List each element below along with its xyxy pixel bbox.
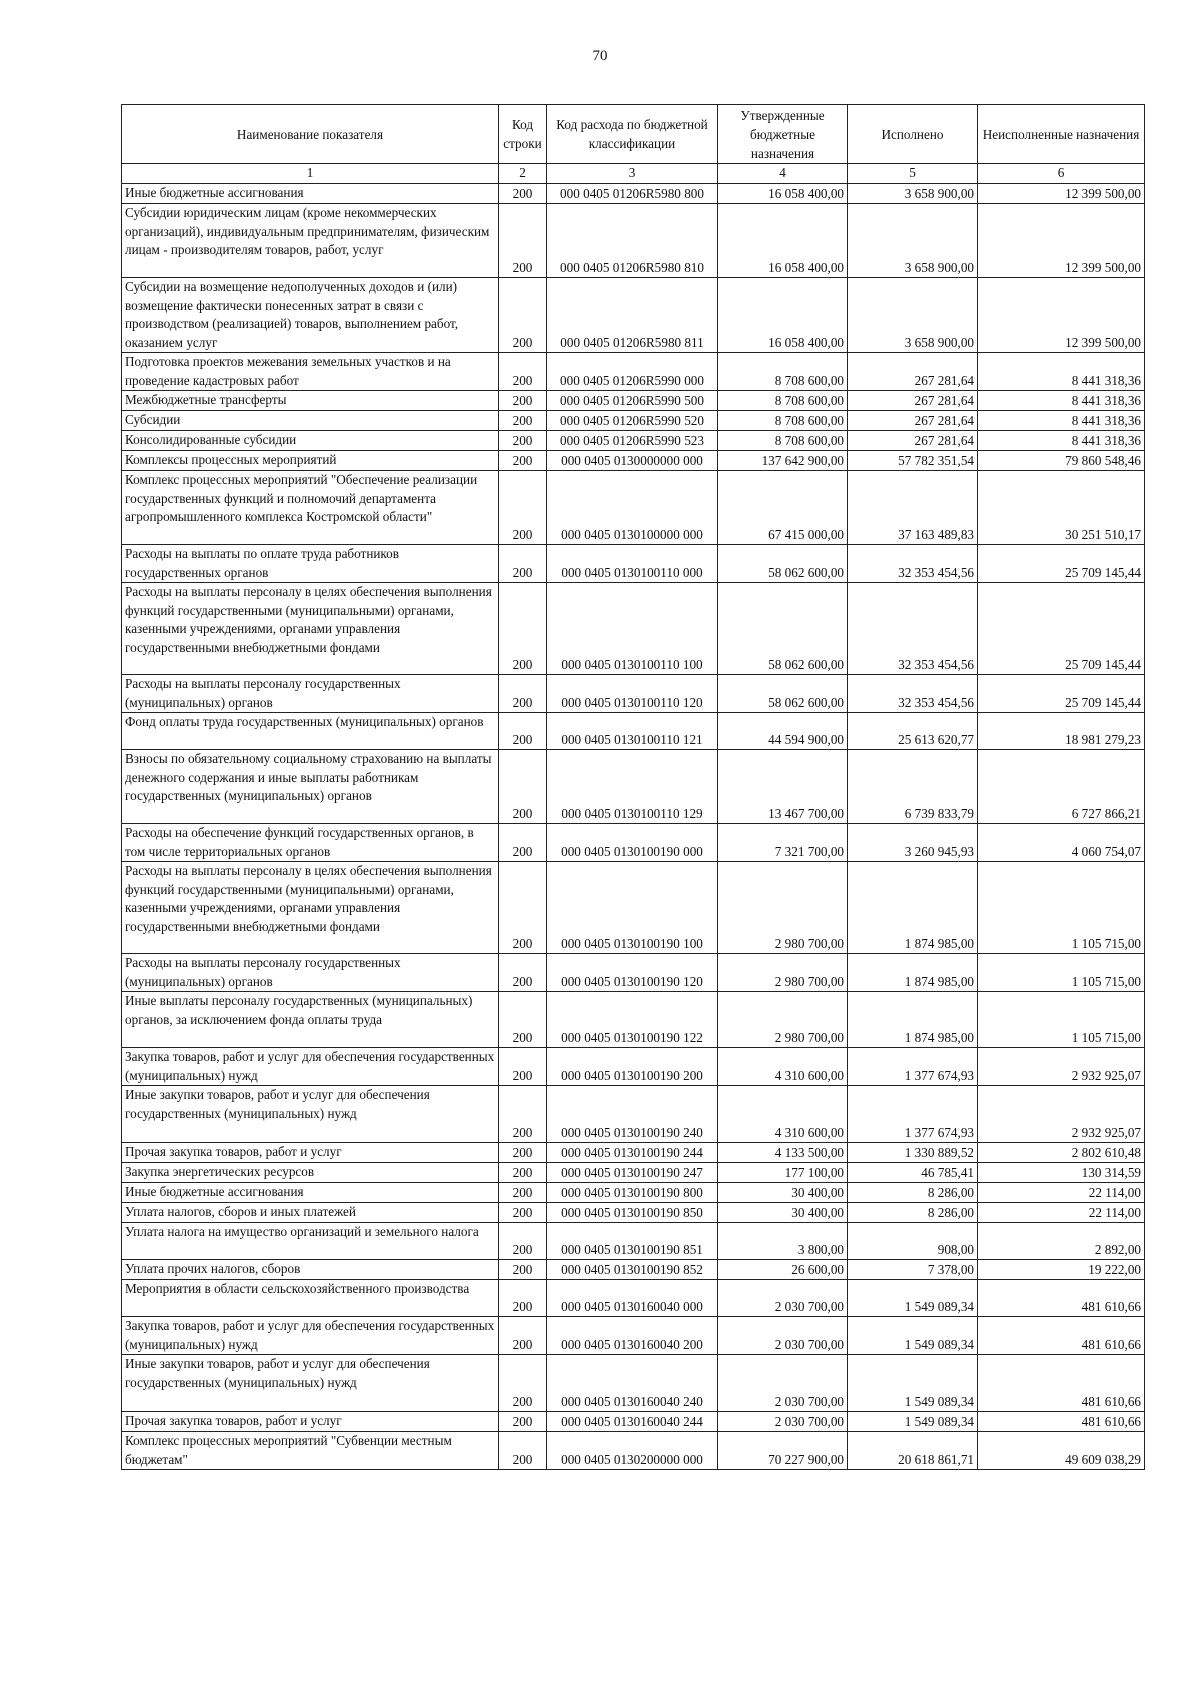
- unexecuted-amount-cell: 2 802 610,48: [978, 1143, 1145, 1163]
- classification-code-cell: 000 0405 01206R5990 500: [547, 391, 718, 411]
- line-code-cell: 200: [499, 1163, 547, 1183]
- unexecuted-amount-cell: 2 892,00: [978, 1223, 1145, 1260]
- unexecuted-amount-cell: 2 932 925,07: [978, 1086, 1145, 1143]
- unexecuted-amount-cell: 1 105 715,00: [978, 954, 1145, 992]
- executed-amount-cell: 267 281,64: [848, 353, 978, 391]
- line-code-cell: 200: [499, 1432, 547, 1470]
- unexecuted-amount-cell: 481 610,66: [978, 1412, 1145, 1432]
- indicator-name-cell: Расходы на выплаты по оплате труда работников государственных органов: [122, 545, 499, 583]
- indicator-name-cell: Комплексы процессных мероприятий: [122, 451, 499, 471]
- executed-amount-cell: 3 260 945,93: [848, 824, 978, 862]
- column-number: 5: [848, 164, 978, 184]
- unexecuted-amount-cell: 8 441 318,36: [978, 431, 1145, 451]
- classification-code-cell: 000 0405 0130100190 240: [547, 1086, 718, 1143]
- indicator-name-cell: Расходы на выплаты персоналу государственных (муниципальных) органов: [122, 954, 499, 992]
- approved-amount-cell: 8 708 600,00: [718, 431, 848, 451]
- classification-code-cell: 000 0405 0130100190 851: [547, 1223, 718, 1260]
- unexecuted-amount-cell: 1 105 715,00: [978, 862, 1145, 954]
- table-row: [122, 1143, 1145, 1163]
- approved-amount-cell: 8 708 600,00: [718, 391, 848, 411]
- classification-code-cell: 000 0405 0130100110 121: [547, 713, 718, 750]
- classification-code-cell: 000 0405 0130160040 200: [547, 1317, 718, 1355]
- column-number: 1: [122, 164, 499, 184]
- classification-code-cell: 000 0405 01206R5980 810: [547, 204, 718, 278]
- unexecuted-amount-cell: 25 709 145,44: [978, 583, 1145, 675]
- table-row: [122, 278, 1145, 353]
- unexecuted-amount-cell: 19 222,00: [978, 1260, 1145, 1280]
- classification-code-cell: 000 0405 0130000000 000: [547, 451, 718, 471]
- executed-amount-cell: 32 353 454,56: [848, 675, 978, 713]
- line-code-cell: 200: [499, 451, 547, 471]
- table-row: [122, 1260, 1145, 1280]
- line-code-cell: 200: [499, 675, 547, 713]
- line-code-cell: 200: [499, 1203, 547, 1223]
- approved-amount-cell: 58 062 600,00: [718, 583, 848, 675]
- unexecuted-amount-cell: 8 441 318,36: [978, 353, 1145, 391]
- approved-amount-cell: 177 100,00: [718, 1163, 848, 1183]
- header-indicator-name: Наименование показателя: [122, 105, 499, 164]
- indicator-name-cell: Иные закупки товаров, работ и услуг для обеспечения государственных (муниципальных) нужд: [122, 1355, 499, 1412]
- approved-amount-cell: 2 030 700,00: [718, 1317, 848, 1355]
- unexecuted-amount-cell: 25 709 145,44: [978, 675, 1145, 713]
- line-code-cell: 200: [499, 750, 547, 824]
- header-unexecuted: Неисполненные назначения: [978, 105, 1145, 164]
- table-row: [122, 1086, 1145, 1143]
- table-row: [122, 1183, 1145, 1203]
- approved-amount-cell: 30 400,00: [718, 1183, 848, 1203]
- line-code-cell: 200: [499, 1280, 547, 1317]
- indicator-name-cell: Расходы на выплаты персоналу в целях обеспечения выполнения функций государственными (муниципальными) органами, казенными учреждениями, органами управления государственными внебюджетными фондами: [122, 862, 499, 954]
- classification-code-cell: 000 0405 0130100190 850: [547, 1203, 718, 1223]
- column-number-row: [122, 164, 1145, 184]
- unexecuted-amount-cell: 12 399 500,00: [978, 184, 1145, 204]
- classification-code-cell: 000 0405 0130100110 129: [547, 750, 718, 824]
- line-code-cell: 200: [499, 1412, 547, 1432]
- approved-amount-cell: 137 642 900,00: [718, 451, 848, 471]
- classification-code-cell: 000 0405 0130100190 852: [547, 1260, 718, 1280]
- executed-amount-cell: 1 377 674,93: [848, 1048, 978, 1086]
- indicator-name-cell: Уплата налога на имущество организаций и земельного налога: [122, 1223, 499, 1260]
- executed-amount-cell: 8 286,00: [848, 1203, 978, 1223]
- indicator-name-cell: Закупка товаров, работ и услуг для обеспечения государственных (муниципальных) нужд: [122, 1317, 499, 1355]
- approved-amount-cell: 16 058 400,00: [718, 184, 848, 204]
- table-row: [122, 411, 1145, 431]
- table-body: [122, 184, 1145, 1470]
- table-header-row: [122, 105, 1145, 164]
- indicator-name-cell: Расходы на выплаты персоналу государственных (муниципальных) органов: [122, 675, 499, 713]
- budget-execution-table: [121, 104, 1145, 1470]
- column-number: 6: [978, 164, 1145, 184]
- executed-amount-cell: 267 281,64: [848, 411, 978, 431]
- classification-code-cell: 000 0405 0130100190 000: [547, 824, 718, 862]
- indicator-name-cell: Иные бюджетные ассигнования: [122, 1183, 499, 1203]
- indicator-name-cell: Комплекс процессных мероприятий "Субвенции местным бюджетам": [122, 1432, 499, 1470]
- approved-amount-cell: 3 800,00: [718, 1223, 848, 1260]
- table-row: [122, 583, 1145, 675]
- classification-code-cell: 000 0405 01206R5980 800: [547, 184, 718, 204]
- line-code-cell: 200: [499, 1317, 547, 1355]
- executed-amount-cell: 25 613 620,77: [848, 713, 978, 750]
- executed-amount-cell: 1 874 985,00: [848, 992, 978, 1048]
- table-row: [122, 862, 1145, 954]
- table-row: [122, 954, 1145, 992]
- unexecuted-amount-cell: 6 727 866,21: [978, 750, 1145, 824]
- indicator-name-cell: Расходы на выплаты персоналу в целях обеспечения выполнения функций государственными (муниципальными) органами, казенными учреждениями, органами управления государственными внебюджетными фондами: [122, 583, 499, 675]
- approved-amount-cell: 30 400,00: [718, 1203, 848, 1223]
- line-code-cell: 200: [499, 278, 547, 353]
- unexecuted-amount-cell: 22 114,00: [978, 1203, 1145, 1223]
- line-code-cell: 200: [499, 1086, 547, 1143]
- indicator-name-cell: Уплата прочих налогов, сборов: [122, 1260, 499, 1280]
- unexecuted-amount-cell: 2 932 925,07: [978, 1048, 1145, 1086]
- executed-amount-cell: 57 782 351,54: [848, 451, 978, 471]
- unexecuted-amount-cell: 4 060 754,07: [978, 824, 1145, 862]
- indicator-name-cell: Подготовка проектов межевания земельных участков и на проведение кадастровых работ: [122, 353, 499, 391]
- classification-code-cell: 000 0405 0130100190 200: [547, 1048, 718, 1086]
- classification-code-cell: 000 0405 0130100190 120: [547, 954, 718, 992]
- approved-amount-cell: 2 980 700,00: [718, 992, 848, 1048]
- line-code-cell: 200: [499, 992, 547, 1048]
- classification-code-cell: 000 0405 0130160040 244: [547, 1412, 718, 1432]
- indicator-name-cell: Субсидии: [122, 411, 499, 431]
- approved-amount-cell: 58 062 600,00: [718, 675, 848, 713]
- indicator-name-cell: Субсидии юридическим лицам (кроме некоммерческих организаций), индивидуальным предпринимателям, физическим лицам - производителям товаров, работ, услуг: [122, 204, 499, 278]
- table-row: [122, 184, 1145, 204]
- indicator-name-cell: Мероприятия в области сельскохозяйственного производства: [122, 1280, 499, 1317]
- executed-amount-cell: 8 286,00: [848, 1183, 978, 1203]
- table-row: [122, 750, 1145, 824]
- approved-amount-cell: 2 980 700,00: [718, 862, 848, 954]
- classification-code-cell: 000 0405 0130100190 122: [547, 992, 718, 1048]
- table-row: [122, 451, 1145, 471]
- line-code-cell: 200: [499, 1223, 547, 1260]
- executed-amount-cell: 46 785,41: [848, 1163, 978, 1183]
- line-code-cell: 200: [499, 184, 547, 204]
- table-row: [122, 471, 1145, 545]
- line-code-cell: 200: [499, 391, 547, 411]
- column-number: 2: [499, 164, 547, 184]
- executed-amount-cell: 7 378,00: [848, 1260, 978, 1280]
- table-row: [122, 391, 1145, 411]
- executed-amount-cell: 37 163 489,83: [848, 471, 978, 545]
- classification-code-cell: 000 0405 0130100190 247: [547, 1163, 718, 1183]
- unexecuted-amount-cell: 18 981 279,23: [978, 713, 1145, 750]
- approved-amount-cell: 58 062 600,00: [718, 545, 848, 583]
- line-code-cell: 200: [499, 1143, 547, 1163]
- classification-code-cell: 000 0405 0130100190 244: [547, 1143, 718, 1163]
- line-code-cell: 200: [499, 713, 547, 750]
- executed-amount-cell: 1 549 089,34: [848, 1412, 978, 1432]
- classification-code-cell: 000 0405 0130100110 000: [547, 545, 718, 583]
- classification-code-cell: 000 0405 01206R5980 811: [547, 278, 718, 353]
- classification-code-cell: 000 0405 0130100110 100: [547, 583, 718, 675]
- executed-amount-cell: 267 281,64: [848, 431, 978, 451]
- classification-code-cell: 000 0405 0130100190 800: [547, 1183, 718, 1203]
- table-row: [122, 675, 1145, 713]
- line-code-cell: 200: [499, 471, 547, 545]
- approved-amount-cell: 26 600,00: [718, 1260, 848, 1280]
- indicator-name-cell: Закупка энергетических ресурсов: [122, 1163, 499, 1183]
- table-row: [122, 1203, 1145, 1223]
- indicator-name-cell: Фонд оплаты труда государственных (муниципальных) органов: [122, 713, 499, 750]
- table-row: [122, 1163, 1145, 1183]
- header-approved: Утвержденные бюджетные назначения: [718, 105, 848, 164]
- column-number: 3: [547, 164, 718, 184]
- executed-amount-cell: 1 549 089,34: [848, 1355, 978, 1412]
- line-code-cell: 200: [499, 1183, 547, 1203]
- unexecuted-amount-cell: 12 399 500,00: [978, 204, 1145, 278]
- unexecuted-amount-cell: 130 314,59: [978, 1163, 1145, 1183]
- approved-amount-cell: 8 708 600,00: [718, 411, 848, 431]
- line-code-cell: 200: [499, 353, 547, 391]
- column-number: 4: [718, 164, 848, 184]
- classification-code-cell: 000 0405 01206R5990 520: [547, 411, 718, 431]
- approved-amount-cell: 70 227 900,00: [718, 1432, 848, 1470]
- table-row: [122, 1280, 1145, 1317]
- indicator-name-cell: Закупка товаров, работ и услуг для обеспечения государственных (муниципальных) нужд: [122, 1048, 499, 1086]
- table-row: [122, 545, 1145, 583]
- unexecuted-amount-cell: 481 610,66: [978, 1355, 1145, 1412]
- approved-amount-cell: 44 594 900,00: [718, 713, 848, 750]
- indicator-name-cell: Комплекс процессных мероприятий "Обеспечение реализации государственных функций и полномочий департамента агропромышленного комплекса Костромской области": [122, 471, 499, 545]
- table-row: [122, 1223, 1145, 1260]
- table-row: [122, 353, 1145, 391]
- unexecuted-amount-cell: 481 610,66: [978, 1280, 1145, 1317]
- header-classification-code: Код расхода по бюджетной классификации: [547, 105, 718, 164]
- approved-amount-cell: 16 058 400,00: [718, 278, 848, 353]
- header-executed: Исполнено: [848, 105, 978, 164]
- approved-amount-cell: 4 310 600,00: [718, 1048, 848, 1086]
- table-row: [122, 1412, 1145, 1432]
- line-code-cell: 200: [499, 411, 547, 431]
- executed-amount-cell: 1 874 985,00: [848, 862, 978, 954]
- table-row: [122, 204, 1145, 278]
- line-code-cell: 200: [499, 431, 547, 451]
- table-row: [122, 1432, 1145, 1470]
- table-row: [122, 824, 1145, 862]
- executed-amount-cell: 1 330 889,52: [848, 1143, 978, 1163]
- classification-code-cell: 000 0405 0130160040 240: [547, 1355, 718, 1412]
- unexecuted-amount-cell: 1 105 715,00: [978, 992, 1145, 1048]
- indicator-name-cell: Консолидированные субсидии: [122, 431, 499, 451]
- classification-code-cell: 000 0405 0130160040 000: [547, 1280, 718, 1317]
- unexecuted-amount-cell: 12 399 500,00: [978, 278, 1145, 353]
- executed-amount-cell: 3 658 900,00: [848, 204, 978, 278]
- executed-amount-cell: 267 281,64: [848, 391, 978, 411]
- header-line-code: Код строки: [499, 105, 547, 164]
- line-code-cell: 200: [499, 545, 547, 583]
- approved-amount-cell: 2 030 700,00: [718, 1412, 848, 1432]
- table-row: [122, 1317, 1145, 1355]
- page-number: 70: [592, 48, 608, 64]
- line-code-cell: 200: [499, 1260, 547, 1280]
- indicator-name-cell: Прочая закупка товаров, работ и услуг: [122, 1412, 499, 1432]
- indicator-name-cell: Прочая закупка товаров, работ и услуг: [122, 1143, 499, 1163]
- indicator-name-cell: Иные бюджетные ассигнования: [122, 184, 499, 204]
- classification-code-cell: 000 0405 0130200000 000: [547, 1432, 718, 1470]
- unexecuted-amount-cell: 22 114,00: [978, 1183, 1145, 1203]
- executed-amount-cell: 32 353 454,56: [848, 583, 978, 675]
- classification-code-cell: 000 0405 0130100190 100: [547, 862, 718, 954]
- executed-amount-cell: 1 874 985,00: [848, 954, 978, 992]
- indicator-name-cell: Иные закупки товаров, работ и услуг для обеспечения государственных (муниципальных) нужд: [122, 1086, 499, 1143]
- line-code-cell: 200: [499, 1048, 547, 1086]
- line-code-cell: 200: [499, 862, 547, 954]
- approved-amount-cell: 2 980 700,00: [718, 954, 848, 992]
- approved-amount-cell: 7 321 700,00: [718, 824, 848, 862]
- executed-amount-cell: 908,00: [848, 1223, 978, 1260]
- approved-amount-cell: 16 058 400,00: [718, 204, 848, 278]
- approved-amount-cell: 2 030 700,00: [718, 1280, 848, 1317]
- executed-amount-cell: 1 549 089,34: [848, 1280, 978, 1317]
- classification-code-cell: 000 0405 01206R5990 523: [547, 431, 718, 451]
- approved-amount-cell: 13 467 700,00: [718, 750, 848, 824]
- table-row: [122, 1048, 1145, 1086]
- line-code-cell: 200: [499, 583, 547, 675]
- table-row: [122, 992, 1145, 1048]
- approved-amount-cell: 8 708 600,00: [718, 353, 848, 391]
- executed-amount-cell: 32 353 454,56: [848, 545, 978, 583]
- line-code-cell: 200: [499, 824, 547, 862]
- classification-code-cell: 000 0405 0130100110 120: [547, 675, 718, 713]
- indicator-name-cell: Взносы по обязательному социальному страхованию на выплаты денежного содержания и иные выплаты работникам государственных (муниципальных) органов: [122, 750, 499, 824]
- approved-amount-cell: 67 415 000,00: [718, 471, 848, 545]
- executed-amount-cell: 20 618 861,71: [848, 1432, 978, 1470]
- executed-amount-cell: 1 377 674,93: [848, 1086, 978, 1143]
- unexecuted-amount-cell: 8 441 318,36: [978, 411, 1145, 431]
- indicator-name-cell: Субсидии на возмещение недополученных доходов и (или) возмещение фактически понесенных затрат в связи с производством (реализацией) товаров, выполнением работ, оказанием услуг: [122, 278, 499, 353]
- approved-amount-cell: 4 133 500,00: [718, 1143, 848, 1163]
- unexecuted-amount-cell: 49 609 038,29: [978, 1432, 1145, 1470]
- table-row: [122, 431, 1145, 451]
- indicator-name-cell: Иные выплаты персоналу государственных (муниципальных) органов, за исключением фонда оплаты труда: [122, 992, 499, 1048]
- approved-amount-cell: 4 310 600,00: [718, 1086, 848, 1143]
- line-code-cell: 200: [499, 1355, 547, 1412]
- executed-amount-cell: 3 658 900,00: [848, 184, 978, 204]
- table-row: [122, 713, 1145, 750]
- indicator-name-cell: Межбюджетные трансферты: [122, 391, 499, 411]
- executed-amount-cell: 6 739 833,79: [848, 750, 978, 824]
- indicator-name-cell: Расходы на обеспечение функций государственных органов, в том числе территориальных органов: [122, 824, 499, 862]
- executed-amount-cell: 1 549 089,34: [848, 1317, 978, 1355]
- line-code-cell: 200: [499, 204, 547, 278]
- unexecuted-amount-cell: 25 709 145,44: [978, 545, 1145, 583]
- executed-amount-cell: 3 658 900,00: [848, 278, 978, 353]
- unexecuted-amount-cell: 8 441 318,36: [978, 391, 1145, 411]
- table-row: [122, 1355, 1145, 1412]
- line-code-cell: 200: [499, 954, 547, 992]
- unexecuted-amount-cell: 79 860 548,46: [978, 451, 1145, 471]
- approved-amount-cell: 2 030 700,00: [718, 1355, 848, 1412]
- classification-code-cell: 000 0405 01206R5990 000: [547, 353, 718, 391]
- indicator-name-cell: Уплата налогов, сборов и иных платежей: [122, 1203, 499, 1223]
- unexecuted-amount-cell: 30 251 510,17: [978, 471, 1145, 545]
- classification-code-cell: 000 0405 0130100000 000: [547, 471, 718, 545]
- unexecuted-amount-cell: 481 610,66: [978, 1317, 1145, 1355]
